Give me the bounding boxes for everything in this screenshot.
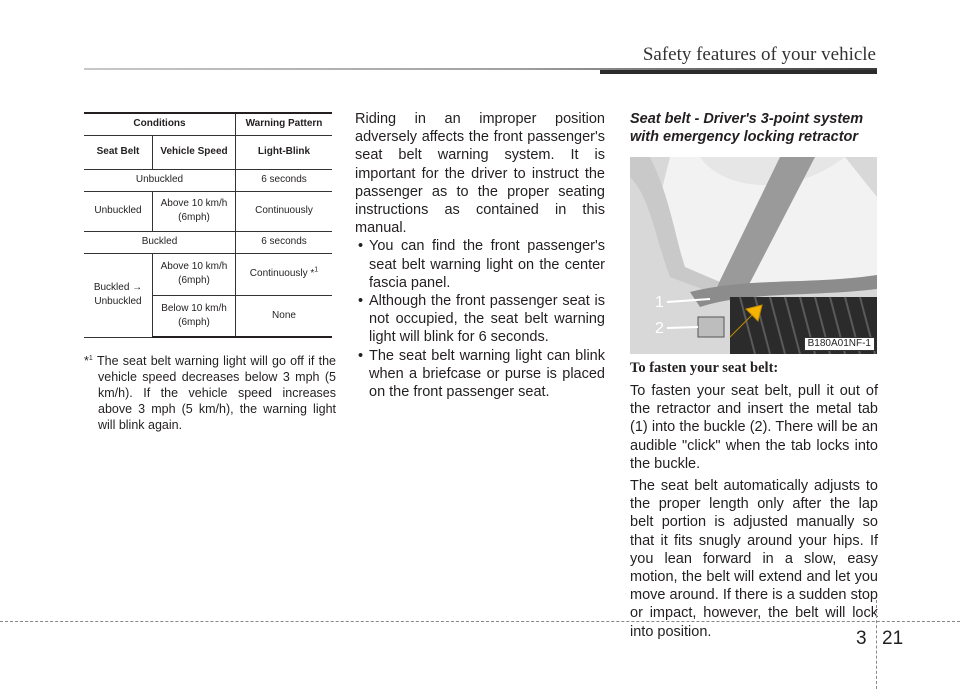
footnote-marker: *$^1$ <box>84 354 93 368</box>
subsection-heading: To fasten your seat belt: <box>630 360 779 376</box>
table-row <box>84 231 332 253</box>
seat-belt-photo <box>630 157 877 354</box>
table-cell: Unbuckled <box>84 169 236 191</box>
footnote-text: The seat belt warning light will go off if the vehicle speed decreases below 3 mph (5 km/h). If the vehicle speed increases above 3 mph (5 km/h), the warning light will blink again. <box>97 354 336 432</box>
table-cell: Below 10 km/h (6mph) <box>153 295 236 337</box>
header-rule-accent <box>600 70 877 74</box>
section-title: Seat belt - Driver's 3-point system with emergency locking retractor <box>630 111 864 145</box>
table-header-conditions: Conditions <box>84 113 236 135</box>
section-number: 3 <box>856 628 867 649</box>
table-cell: Unbuckled <box>84 191 153 231</box>
table-cell: 6 seconds <box>236 231 333 253</box>
callout-2-label: 2 <box>655 320 664 337</box>
table-cell: Above 10 km/h (6mph) <box>153 253 236 295</box>
paragraph: The seat belt automatically adjusts to the proper length only after the lap belt portion is adjusted manually so that it fits snugly around your hips. If you lean forward in a slow, easy motion, the belt will extend and let you move around. If there is a sudden stop or impact, however, the belt will lock into position. <box>630 478 878 640</box>
intro-paragraph: Riding in an improper position adversely affects the front passenger's seat belt warning system. It is important for the driver to instruct the passenger as to the proper seating instructions as contained in this manual. <box>355 111 605 237</box>
page-number: 21 <box>882 628 904 649</box>
callout-1-label: 1 <box>655 294 664 311</box>
fasten-instructions <box>630 382 878 645</box>
table-subheader-light-blink: Light-Blink <box>236 135 333 169</box>
table-header-warning-pattern: Warning Pattern <box>236 113 333 135</box>
table-cell: Buckled <box>84 231 236 253</box>
paragraph: To fasten your seat belt, pull it out of the retractor and insert the metal tab (1) into the buckle (2). There will be an audible "click" when the tab locks into the buckle. <box>630 383 878 472</box>
passenger-warning-column <box>355 110 605 401</box>
table-subheader-seat-belt: Seat Belt <box>84 135 153 169</box>
table-row <box>84 253 332 295</box>
table-subheader-vehicle-speed: Vehicle Speed <box>153 135 236 169</box>
table-row <box>84 191 332 231</box>
table-cell-text: Continuously * <box>249 268 315 279</box>
list-item: • You can find the front passenger's seat belt warning light on the center fascia panel. <box>355 237 605 292</box>
footer-rule <box>0 621 960 622</box>
figure-code: B180A01NF-1 <box>804 337 875 351</box>
seat-belt-illustration <box>630 157 877 354</box>
bullet-list <box>355 237 605 401</box>
table-cell: Buckled → Unbuckled <box>84 253 153 337</box>
list-item: • Although the front passenger seat is not occupied, the seat belt warning light will blink for 6 seconds. <box>355 292 605 347</box>
warning-pattern-table <box>84 112 332 338</box>
table-cell <box>236 253 333 295</box>
table-cell: 6 seconds <box>236 169 333 191</box>
table-cell: None <box>236 295 333 337</box>
list-item: • The seat belt warning light can blink when a briefcase or purse is placed on the front passenger seat. <box>355 347 605 402</box>
table-row <box>84 169 332 191</box>
table-cell: Continuously <box>236 191 333 231</box>
page-header-title: Safety features of your vehicle <box>642 44 876 65</box>
footer-divider <box>876 600 877 689</box>
footnote-ref: 1 <box>314 266 319 274</box>
table-cell: Above 10 km/h (6mph) <box>153 191 236 231</box>
table-footnote <box>84 353 336 433</box>
